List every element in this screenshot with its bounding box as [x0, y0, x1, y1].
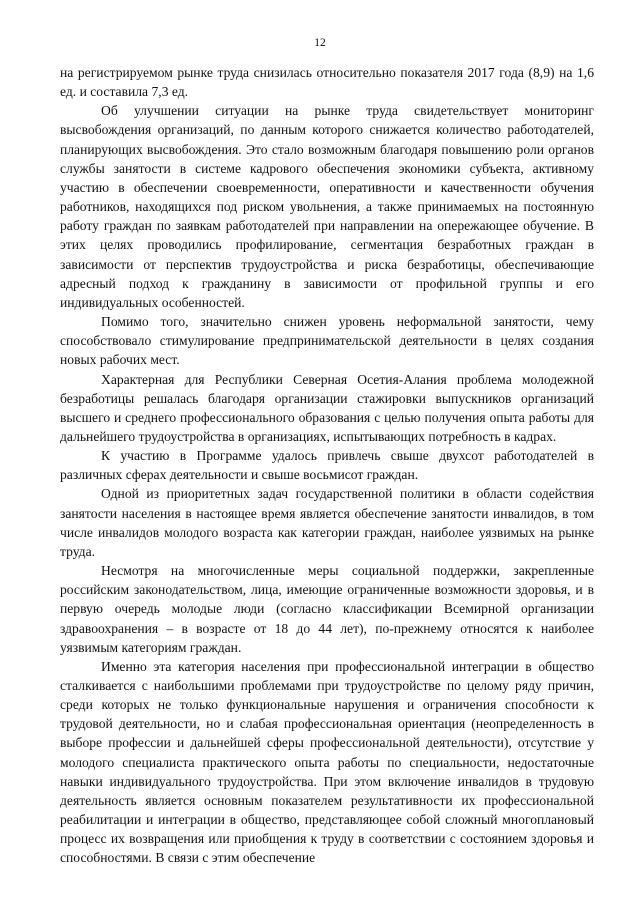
- paragraph-youth-unemployment: Характерная для Республики Северная Осетия-Алания проблема молодежной безработицы решалась благодаря организации стажировки выпускников организаций высшего и среднего профессионального образования с целью получения опыта работы для дальнейшего трудоустройства в организациях, испытывающих потребность в кадрах.: [60, 371, 594, 444]
- paragraph-professional-integration: Именно эта категория населения при профессиональной интеграции в общество сталкивается с наибольшими проблемами при трудоустройстве по целому ряду причин, среди которых не только функциональные нарушения и ограничения способности к трудовой деятельности, но и слабая профессиональная ориентация (неопределенность в выборе профессии и дальнейшей сферы профессиональной деятельности), отсутствие у молодого специалиста практического опыта работы по специальности, недостаточные навыки индивидуального трудоустройства. При этом включение инвалидов в трудовую деятельность является основным показателем результативности их профессиональной реабилитации и интеграции в общество, представляющее собой сложный многоплановый процесс их возвращения или приобщения к труду в соответствии с состоянием здоровья и способностями. В связи с этим обеспечение: [60, 658, 594, 866]
- paragraph-unemployment-ratio-continuation: на регистрируемом рынке труда снизилась относительно показателя 2017 года (8,9) на 1,6 ед. и составила 7,3 ед.: [60, 65, 594, 100]
- paragraph-disabled-employment-priority: Одной из приоритетных задач государственной политики в области содействия занятости населения в настоящее время является обеспечение занятости инвалидов, в том числе инвалидов молодого возраста как категории граждан, наиболее уязвимых на рынке труда.: [60, 486, 594, 559]
- paragraph-informal-employment: Помимо того, значительно снижен уровень неформальной занятости, чему способствовало стимулирование предпринимательской деятельности в целях создания новых рабочих мест.: [60, 314, 594, 368]
- paragraph-program-participation: К участию в Программе удалось привлечь свыше двухсот работодателей в различных сферах деятельности и свыше восьмисот граждан.: [60, 448, 594, 483]
- paragraph-layoff-monitoring: Об улучшении ситуации на рынке труда свидетельствует мониторинг высвобождения организаций, по данным которого снижается количество работодателей, планирующих высвобождения. Это стало возможным благодаря повышению роли органов службы занятости в системе кадрового обеспечения экономики субъекта, активному участию в обеспечении своевременности, оперативности и качественности обучения работников, находящихся под риском увольнения, а также принимаемых на постоянную работу граждан по заявкам работодателей при направлении на опережающее обучение. В этих целях проводились профилирование, сегментация безработных граждан в зависимости от перспектив трудоустройства и риска безработицы, обеспечивающие адресный подход к гражданину в зависимости от профильной группы и его индивидуальных особенностей.: [60, 103, 594, 310]
- paragraph-social-support-measures: Несмотря на многочисленные меры социальной поддержки, закрепленные российским законодательством, лица, имеющие ограниченные возможности здоровья, и в первую очередь молодые люди (согласно классификации Всемирной организации здравоохранения – в возрасте от 18 до 44 лет), по-прежнему относятся к наиболее уязвимым категориям граждан.: [60, 563, 594, 655]
- page-number: 12: [314, 37, 326, 49]
- document-body: [60, 63, 594, 868]
